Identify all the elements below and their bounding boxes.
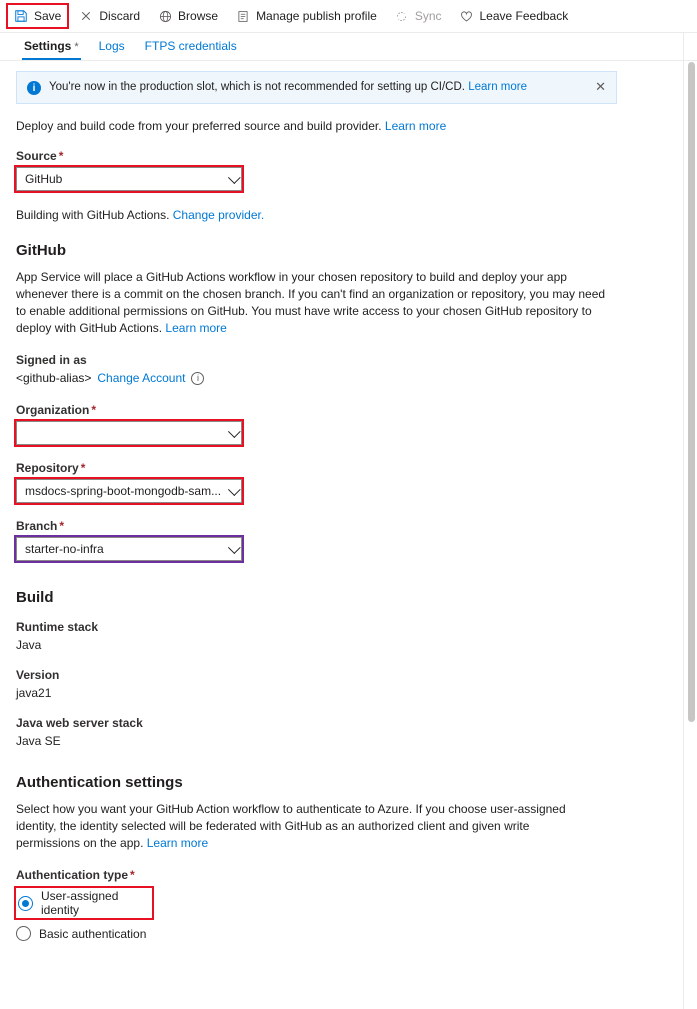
repository-label-row [16, 461, 681, 475]
branch-dropdown[interactable] [16, 537, 242, 561]
radio-icon[interactable] [18, 896, 33, 911]
change-provider-link[interactable]: Change provider. [172, 208, 265, 222]
manage-publish-profile-button[interactable] [228, 3, 385, 29]
production-slot-notice [16, 71, 617, 104]
sync-label: Sync [414, 9, 442, 23]
organization-label-row [16, 403, 681, 417]
source-label-row [16, 149, 681, 163]
auth-option-basic-authentication-label: Basic authentication [39, 926, 147, 941]
source-dropdown-value[interactable]: GitHub [16, 167, 242, 191]
authentication-description [16, 801, 594, 852]
branch-label: Branch [16, 519, 58, 533]
branch-dropdown-value[interactable]: starter-no-infra [16, 537, 242, 561]
authentication-settings-heading: Authentication settings [16, 774, 183, 791]
change-account-link[interactable]: Change Account [97, 371, 186, 385]
deploy-intro-text [16, 118, 616, 135]
save-label: Save [34, 9, 62, 23]
command-bar [0, 0, 697, 33]
tab-ftps-credentials-label: FTPS credentials [144, 39, 237, 53]
save-icon [14, 9, 28, 23]
tab-logs[interactable] [89, 35, 135, 60]
discard-button[interactable] [71, 3, 148, 29]
info-icon[interactable]: i [191, 372, 204, 385]
auth-option-basic-authentication[interactable] [16, 926, 681, 941]
organization-required-asterisk: * [91, 403, 97, 417]
github-learn-more-link[interactable]: Learn more [165, 321, 227, 335]
vertical-scrollbar[interactable] [688, 62, 695, 962]
auth-option-user-assigned-identity[interactable] [16, 888, 152, 918]
organization-dropdown-value[interactable] [16, 421, 242, 445]
production-slot-notice-text [49, 80, 587, 95]
organization-dropdown[interactable] [16, 421, 242, 445]
build-provider-note [16, 207, 616, 224]
notice-learn-more-link[interactable]: Learn more [468, 81, 528, 93]
save-button[interactable] [6, 3, 69, 29]
leave-feedback-button[interactable] [452, 3, 577, 29]
tab-logs-label: Logs [98, 39, 125, 53]
scrollbar-thumb[interactable] [688, 62, 695, 722]
browse-button[interactable] [150, 3, 226, 29]
organization-label: Organization [16, 403, 90, 417]
repository-label: Repository [16, 461, 79, 475]
close-icon[interactable]: ✕ [595, 79, 606, 94]
deploy-intro-message: Deploy and build code from your preferred source and build provider. [16, 119, 382, 133]
repository-dropdown[interactable] [16, 479, 242, 503]
document-icon [236, 9, 250, 23]
runtime-stack-label: Runtime stack [16, 620, 99, 634]
authentication-type-label-row [16, 868, 681, 882]
tab-ftps-credentials[interactable] [135, 35, 247, 60]
manage-publish-profile-label: Manage publish profile [256, 9, 377, 23]
info-icon: i [27, 81, 41, 95]
tab-settings-dirty-indicator: * [74, 41, 79, 53]
signed-in-account-row [16, 371, 681, 385]
repository-dropdown-value[interactable]: msdocs-spring-boot-mongodb-sam... [16, 479, 242, 503]
build-heading: Build [16, 589, 54, 606]
branch-label-row [16, 519, 681, 533]
branch-required-asterisk: * [59, 519, 65, 533]
github-description [16, 269, 616, 337]
browse-label: Browse [178, 9, 219, 23]
tab-settings[interactable] [14, 35, 89, 60]
repository-required-asterisk: * [80, 461, 86, 475]
auth-option-user-assigned-identity-label: User-assigned identity [41, 889, 119, 917]
github-heading: GitHub [16, 242, 66, 259]
github-account-alias: <github-alias> [16, 371, 92, 385]
leave-feedback-label: Leave Feedback [479, 9, 569, 23]
java-web-server-stack-label: Java web server stack [16, 716, 143, 730]
version-label: Version [16, 668, 60, 682]
authentication-description-text: Select how you want your GitHub Action workflow to authenticate to Azure. If you choose user-assigned identity, the identity selected will be federated with GitHub as an authorized client and given write permissions on the app. [16, 802, 566, 850]
deploy-intro-learn-more-link[interactable]: Learn more [384, 119, 447, 133]
version-value: java21 [16, 686, 52, 700]
sync-button [387, 3, 450, 29]
tab-bar [0, 33, 697, 61]
github-description-text: App Service will place a GitHub Actions workflow in your chosen repository to build and deploy your app whenever there is a commit on the chosen branch. If you can't find an organization or repository, you may need to enable additional permissions on GitHub. You must have write access to your chosen GitHub repository to deploy with GitHub Actions. [16, 270, 606, 335]
build-provider-note-text: Building with GitHub Actions. [16, 208, 170, 222]
radio-icon[interactable] [16, 926, 31, 941]
authentication-learn-more-link[interactable]: Learn more [146, 836, 209, 850]
tab-settings-label: Settings [24, 39, 72, 53]
source-dropdown[interactable] [16, 167, 242, 191]
heart-icon [460, 9, 474, 23]
authentication-type-label: Authentication type [16, 868, 129, 882]
java-web-server-stack-value: Java SE [16, 734, 61, 748]
globe-icon [158, 9, 172, 23]
discard-label: Discard [99, 9, 141, 23]
source-required-asterisk: * [58, 149, 64, 163]
authentication-type-required-asterisk: * [130, 868, 135, 882]
notice-message: You're now in the production slot, which is not recommended for setting up CI/CD. [49, 81, 465, 93]
settings-content [0, 61, 697, 1006]
signed-in-as-label: Signed in as [16, 353, 87, 367]
sync-icon [395, 9, 409, 23]
runtime-stack-value: Java [16, 638, 42, 652]
close-icon [79, 9, 93, 23]
source-label: Source [16, 149, 57, 163]
